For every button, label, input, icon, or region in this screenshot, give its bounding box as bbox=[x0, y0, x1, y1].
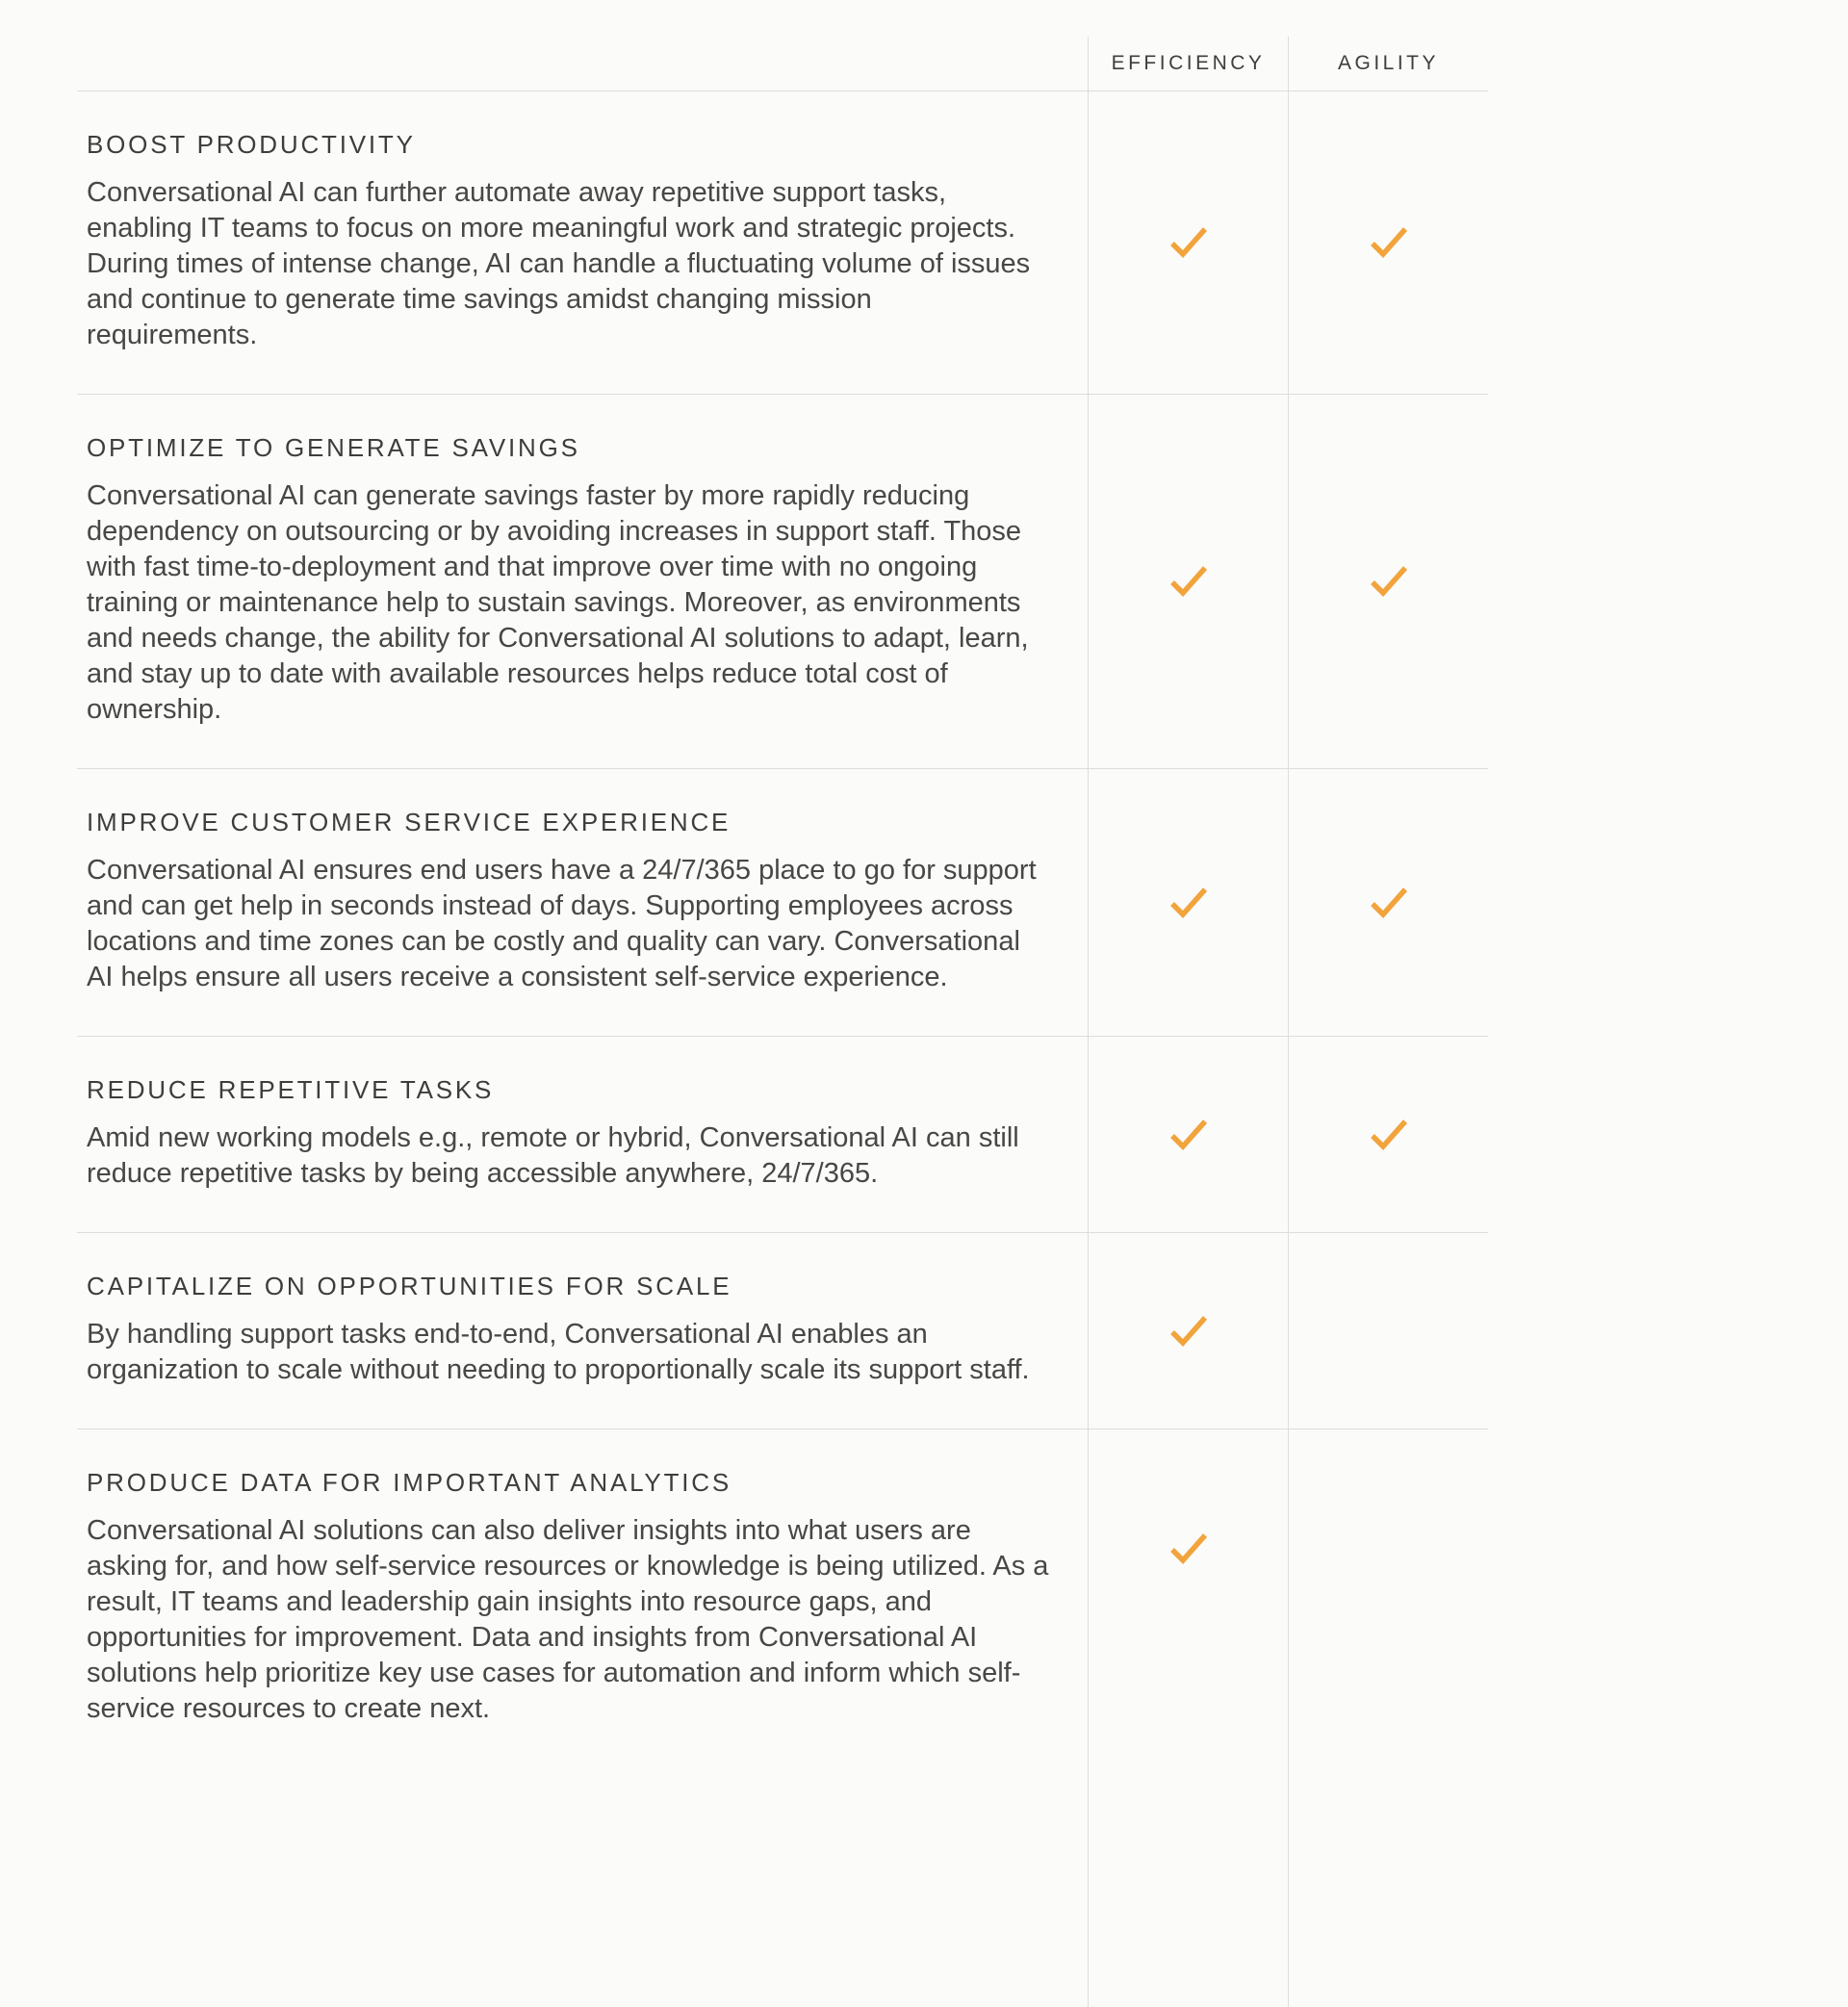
checkmark-icon bbox=[1167, 1117, 1211, 1153]
row-content bbox=[77, 395, 1088, 768]
checkmark-icon bbox=[1167, 224, 1211, 261]
agility-cell bbox=[1288, 91, 1488, 394]
row-content bbox=[77, 91, 1088, 394]
checkmark-icon bbox=[1167, 563, 1211, 600]
agility-cell bbox=[1288, 1037, 1488, 1232]
checkmark-icon bbox=[1167, 1313, 1211, 1350]
column-header-efficiency: EFFICIENCY bbox=[1088, 37, 1288, 90]
column-header-agility: AGILITY bbox=[1288, 37, 1488, 90]
table-row bbox=[77, 395, 1488, 769]
row-body: Conversational AI ensures end users have a 24/7/365 place to go for support and can get help in seconds instead of days. Supporting employees across locations and time zones can be costly and quality can vary. Conversational AI helps ensure all users receive a consistent self-service experience. bbox=[87, 855, 1037, 992]
row-content bbox=[77, 1233, 1088, 1428]
row-body: By handling support tasks end-to-end, Conversational AI enables an organization to scale without needing to proportionally scale its support staff. bbox=[87, 1319, 1030, 1385]
row-title: IMPROVE CUSTOMER SERVICE EXPERIENCE bbox=[87, 808, 732, 836]
efficiency-cell bbox=[1088, 1233, 1288, 1428]
row-title: CAPITALIZE ON OPPORTUNITIES FOR SCALE bbox=[87, 1272, 732, 1300]
row-content bbox=[77, 1429, 1088, 2007]
table-row bbox=[77, 91, 1488, 395]
agility-cell bbox=[1288, 1233, 1488, 1428]
checkmark-icon bbox=[1167, 1531, 1211, 1567]
agility-cell bbox=[1288, 1429, 1488, 2007]
agility-cell bbox=[1288, 769, 1488, 1036]
table-row bbox=[77, 769, 1488, 1037]
checkmark-icon bbox=[1367, 885, 1411, 921]
checkmark-icon bbox=[1367, 224, 1411, 261]
row-title: OPTIMIZE TO GENERATE SAVINGS bbox=[87, 433, 580, 462]
row-body: Conversational AI can further automate away repetitive support tasks, enabling IT teams to focus on more meaningful work and strategic projects. During times of intense change, AI can handle a fluctuating volume of issues and continue to generate time savings amidst changing mission requirements. bbox=[87, 177, 1031, 350]
row-title: PRODUCE DATA FOR IMPORTANT ANALYTICS bbox=[87, 1468, 732, 1497]
header-spacer bbox=[77, 37, 1088, 90]
row-content bbox=[77, 1037, 1088, 1232]
row-content bbox=[77, 769, 1088, 1036]
table-row bbox=[77, 1233, 1488, 1429]
efficiency-cell bbox=[1088, 769, 1288, 1036]
agility-cell bbox=[1288, 395, 1488, 768]
table-row bbox=[77, 1037, 1488, 1233]
checkmark-icon bbox=[1367, 1117, 1411, 1153]
efficiency-cell bbox=[1088, 91, 1288, 394]
table-row bbox=[77, 1429, 1488, 2007]
row-body: Conversational AI can generate savings faster by more rapidly reducing dependency on outsourcing or by avoiding increases in support staff. Those with fast time-to-deployment and that improve over time with no ongoing training or maintenance help to sustain savings. Moreover, as environments and needs change, the ability for Conversational AI solutions to adapt, learn, and stay up to date with available resources helps reduce total cost of ownership. bbox=[87, 480, 1029, 725]
efficiency-cell bbox=[1088, 395, 1288, 768]
row-title: BOOST PRODUCTIVITY bbox=[87, 130, 416, 159]
efficiency-cell bbox=[1088, 1037, 1288, 1232]
benefits-table bbox=[77, 37, 1488, 2007]
table-header bbox=[77, 37, 1488, 91]
row-title: REDUCE REPETITIVE TASKS bbox=[87, 1075, 495, 1104]
row-body: Conversational AI solutions can also deliver insights into what users are asking for, and how self-service resources or knowledge is being utilized. As a result, IT teams and leadership gain insights into resource gaps, and opportunities for improvement. Data and insights from Conversational AI solutions help prioritize key use cases for automation and inform which self-service resources to create next. bbox=[87, 1515, 1049, 1724]
efficiency-cell bbox=[1088, 1429, 1288, 2007]
checkmark-icon bbox=[1367, 563, 1411, 600]
row-body: Amid new working models e.g., remote or hybrid, Conversational AI can still reduce repetitive tasks by being accessible anywhere, 24/7/365. bbox=[87, 1122, 1019, 1189]
checkmark-icon bbox=[1167, 885, 1211, 921]
